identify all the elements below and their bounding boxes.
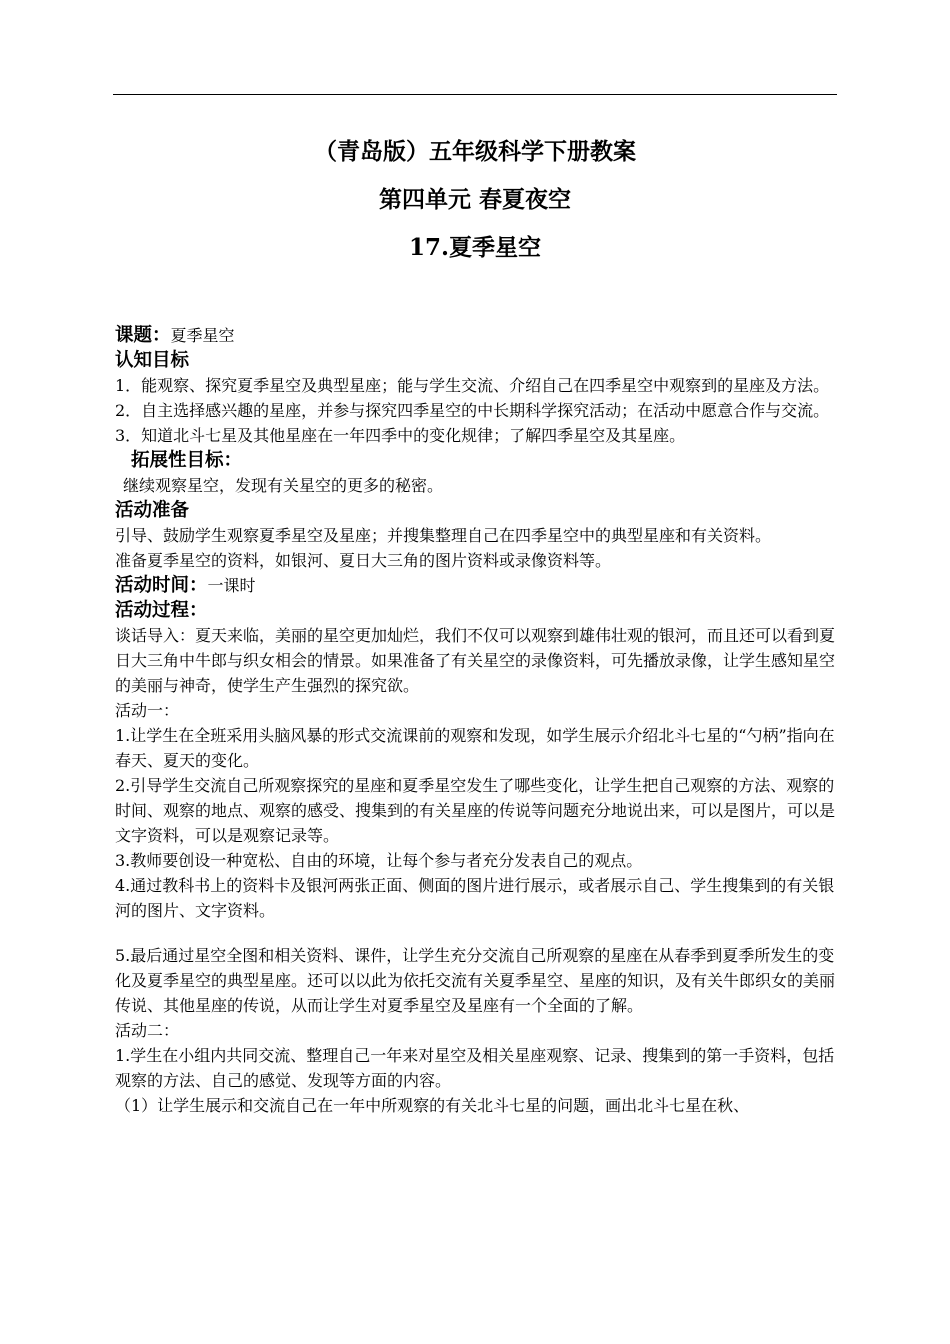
extended-goals-heading: 拓展性目标： — [131, 450, 243, 471]
time-label: 活动时间： — [115, 575, 208, 596]
document-title: （青岛版）五年级科学下册教案 — [314, 138, 636, 165]
process-intro: 谈话导入：夏天来临，美丽的星空更加灿烂，我们不仅可以观察到雄伟壮观的银河，而且还可以看到夏日大三角中牛郎与织女相会的情景。如果准备了有关星空的录像资料，可先播放录像，让学生感知星空的美丽与神奇，使学生产生强烈的探究欲。 — [115, 626, 836, 695]
lesson-title: 17.夏季星空 — [408, 234, 541, 261]
activity1-item: 4.通过教科书上的资料卡及银河两张正面、侧面的图片进行展示，或者展示自己、学生搜集到的有关银河的图片、文字资料。 — [115, 876, 835, 920]
cognitive-goals-heading: 认知目标 — [115, 350, 190, 371]
extended-goals-text: 继续观察星空，发现有关星空的更多的秘密。 — [123, 476, 444, 495]
topic-value: 夏季星空 — [170, 326, 235, 345]
activity1-label: 活动一： — [115, 701, 180, 720]
activity2-item: 1.学生在小组内共同交流、整理自己一年来对星空及相关星座观察、记录、搜集到的第一手资料，包括观察的方法、自己的感觉、发现等方面的内容。 — [115, 1046, 835, 1090]
topic-label: 课题： — [115, 325, 171, 346]
topic-line — [115, 323, 839, 348]
activity1-item: 2.引导学生交流自己所观察探究的星座和夏季星空发生了哪些变化，让学生把自己观察的方法、观察的时间、观察的地点、观察的感受、搜集到的有关星座的传说等问题充分地说出来，可以是图片，可以是文字资料，可以是观察记录等。 — [115, 776, 836, 845]
preparation-heading: 活动准备 — [115, 500, 190, 521]
time-value: 一课时 — [207, 576, 256, 595]
cognitive-goal-item: 2．自主选择感兴趣的星座，并参与探究四季星空的中长期科学探究活动；在活动中愿意合作与交流。 — [115, 401, 830, 420]
preparation-item: 准备夏季星空的资料，如银河、夏日大三角的图片资料或录像资料等。 — [115, 551, 612, 570]
activity2-item: （1）让学生展示和交流自己在一年中所观察的有关北斗七星的问题，画出北斗七星在秋、 — [115, 1096, 750, 1115]
activity1-item: 3.教师要创设一种宽松、自由的环境，让每个参与者充分发表自己的观点。 — [115, 851, 643, 870]
activity1-item: 5.最后通过星空全图和相关资料、课件，让学生充分交流自己所观察的星座在从春季到夏季所发生的变化及夏季星空的典型星座。还可以以此为依托交流有关夏季星空、星座的知识，及有关牛郎织女的美丽传说、其他星座的传说，从而让学生对夏季星空及星座有一个全面的了解。 — [115, 946, 836, 1015]
unit-title: 第四单元 春夏夜空 — [378, 186, 571, 213]
process-heading: 活动过程： — [115, 600, 208, 621]
title-block — [113, 128, 837, 272]
activity1-item: 1.让学生在全班采用头脑风暴的形式交流课前的观察和发现，如学生展示介绍北斗七星的“勺柄”指向在春天、夏天的变化。 — [115, 726, 835, 770]
preparation-item: 引导、鼓励学生观察夏季星空及星座；并搜集整理自己在四季星空中的典型星座和有关资料。 — [115, 526, 772, 545]
cognitive-goal-item: 3．知道北斗七星及其他星座在一年四季中的变化规律；了解四季星空及其星座。 — [115, 426, 686, 445]
time-line — [115, 573, 839, 598]
activity2-label: 活动二： — [115, 1021, 180, 1040]
paragraph-gap — [115, 923, 839, 943]
document-body — [115, 323, 839, 1118]
header-rule — [113, 94, 837, 95]
cognitive-goal-item: 1．能观察、探究夏季星空及典型星座；能与学生交流、介绍自己在四季星空中观察到的星座及方法。 — [115, 376, 830, 395]
